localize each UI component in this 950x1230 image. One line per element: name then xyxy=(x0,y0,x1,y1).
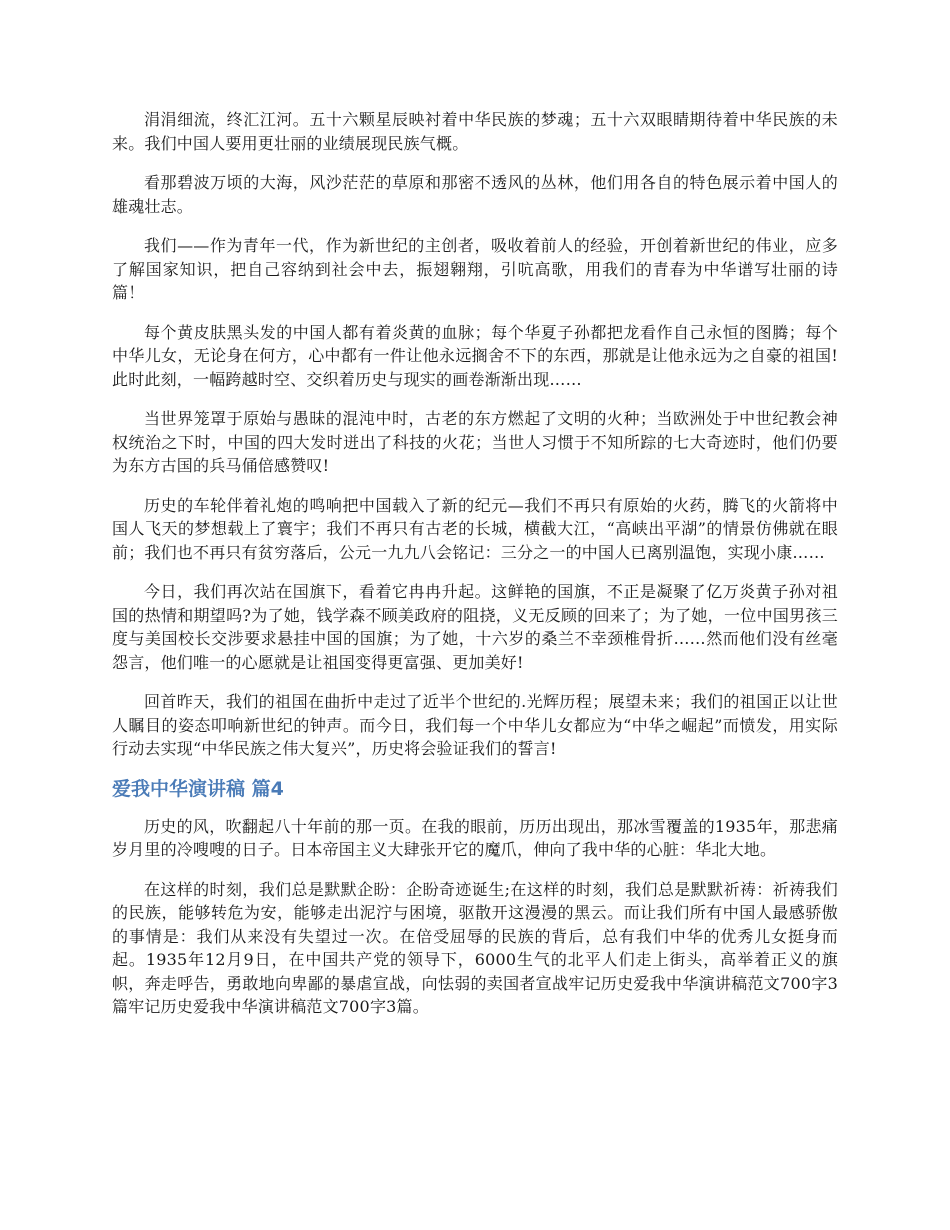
body-paragraph: 在这样的时刻，我们总是默默企盼：企盼奇迹诞生;在这样的时刻，我们总是默默祈祷：祈祷我们的民族，能够转危为安，能够走出泥泞与困境，驱散开这漫漫的黑云。而让我们所有中国人最感骄傲的事情是：我们从来没有失望过一次。在倍受屈辱的民族的背后，总有我们中华的优秀儿女挺身而起。1935年12月9日，在中国共产党的领导下，6000生气的北平人们走上街头，高举着正义的旗帜，奔走呼告，勇敢地向卑鄙的暴虐宣战，向怯弱的卖国者宣战牢记历史爱我中华演讲稿范文700字3篇牢记历史爱我中华演讲稿范文700字3篇。 xyxy=(112,879,838,1016)
body-paragraph: 每个黄皮肤黑头发的中国人都有着炎黄的血脉；每个华夏子孙都把龙看作自己永恒的图腾；每个中华儿女，无论身在何方，心中都有一件让他永远搁舍不下的东西，那就是让他永远为之自豪的祖国!此时此刻，一幅跨越时空、交织着历史与现实的画卷渐渐出现…… xyxy=(112,322,838,389)
body-paragraph: 今日，我们再次站在国旗下，看着它冉冉升起。这鲜艳的国旗，不正是凝聚了亿万炎黄子孙对祖国的热情和期望吗?为了她，钱学森不顾美政府的阻挠，义无反顾的回来了；为了她，一位中国男孩三度与美国校长交涉要求悬挂中国的国旗；为了她，十六岁的桑兰不幸颈椎骨折……然而他们没有丝毫怨言，他们唯一的心愿就是让祖国变得更富强、更加美好! xyxy=(112,582,838,672)
section-heading: 爱我中华演讲稿 篇4 xyxy=(112,777,284,800)
body-paragraph: 历史的风，吹翻起八十年前的那一页。在我的眼前，历历出现出，那冰雪覆盖的1935年，那悲痛岁月里的冷嗖嗖的日子。日本帝国主义大肆张开它的魔爪，伸向了我中华的心脏：华北大地。 xyxy=(112,816,838,859)
body-paragraph: 涓涓细流，终汇江河。五十六颗星辰映衬着中华民族的梦魂；五十六双眼睛期待着中华民族的未来。我们中国人要用更壮丽的业绩展现民族气概。 xyxy=(112,110,838,153)
body-paragraph: 历史的车轮伴着礼炮的鸣响把中国载入了新的纪元—我们不再只有原始的火药，腾飞的火箭将中国人飞天的梦想载上了寰宇；我们不再只有古老的长城，横截大江，“高峡出平湖”的情景仿佛就在眼前；我们也不再只有贫穷落后，公元一九九八会铭记：三分之一的中国人已离别温饱，实现小康…… xyxy=(112,495,838,562)
body-paragraph: 当世界笼罩于原始与愚昧的混沌中时，古老的东方燃起了文明的火种；当欧洲处于中世纪教会神权统治之下时，中国的四大发时迸出了科技的火花；当世人习惯于不知所踪的七大奇迹时，他们仍要为东方古国的兵马俑倍感赞叹! xyxy=(112,409,838,475)
body-paragraph: 回首昨天，我们的祖国在曲折中走过了近半个世纪的.光辉历程；展望未来；我们的祖国正以让世人瞩目的姿态叩响新世纪的钟声。而今日，我们每一个中华儿女都应为“中华之崛起”而愤发，用实际行动去实现“中华民族之伟大复兴”，历史将会验证我们的誓言! xyxy=(112,692,838,758)
document-page xyxy=(112,108,838,1035)
body-paragraph: 看那碧波万顷的大海，风沙茫茫的草原和那密不透风的丛林，他们用各自的特色展示着中国人的雄魂壮志。 xyxy=(112,173,838,216)
body-paragraph: 我们——作为青年一代，作为新世纪的主创者，吸收着前人的经验，开创着新世纪的伟业，应多了解国家知识，把自己容纳到社会中去，振翅翱翔，引吭高歌，用我们的青春为中华谱写壮丽的诗篇！ xyxy=(112,236,838,302)
